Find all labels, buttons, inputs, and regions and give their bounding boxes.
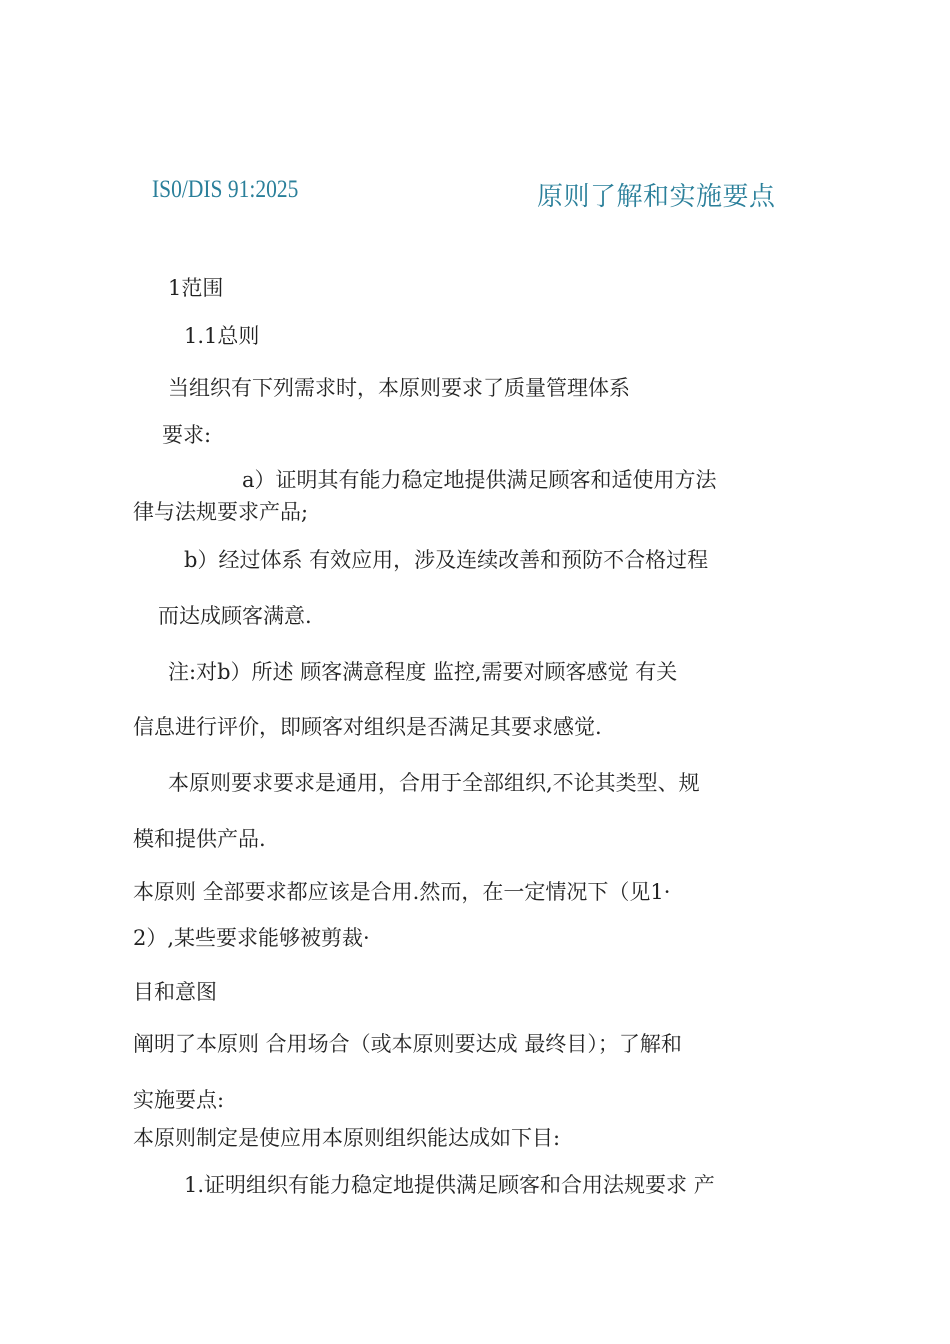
standard-code: IS0/DIS 91:2025 (152, 176, 299, 203)
paragraph-line: 模和提供产品. (133, 827, 266, 851)
section-heading-purpose: 目和意图 (133, 980, 217, 1004)
section-heading-scope: 1范围 (168, 276, 224, 300)
paragraph-line: 当组织有下列需求时，本原则要求了质量管理体系 (168, 376, 630, 400)
document-title: 原则了解和实施要点 (537, 182, 776, 212)
paragraph-line: 实施要点: (133, 1088, 225, 1112)
paragraph-line: 本原则 全部要求都应该是合用.然而，在一定情况下（见1· (133, 880, 671, 904)
list-item-a-cont: 律与法规要求产品; (133, 500, 309, 524)
list-item-1: 1.证明组织有能力稳定地提供满足顾客和合用法规要求 产 (184, 1173, 715, 1197)
paragraph-line: 阐明了本原则 合用场合（或本原则要达成 最终目）；了解和 (133, 1032, 682, 1056)
paragraph-line: 2）,某些要求能够被剪裁· (133, 926, 370, 950)
list-item-b: b）经过体系 有效应用，涉及连续改善和预防不合格过程 (184, 548, 709, 572)
paragraph-line: 本原则要求要求是通用，合用于全部组织,不论其类型、规 (168, 771, 700, 795)
list-item-b-cont: 而达成顾客满意. (158, 604, 312, 628)
paragraph-line: 本原则制定是使应用本原则组织能达成如下目: (133, 1126, 561, 1150)
note-line: 注:对b）所述 顾客满意程度 监控,需要对顾客感觉 有关 (168, 660, 678, 684)
paragraph-line: 要求: (162, 423, 212, 447)
list-item-a: a）证明其有能力稳定地提供满足顾客和适使用方法 (242, 468, 717, 492)
note-line: 信息进行评价，即顾客对组织是否满足其要求感觉. (133, 715, 602, 739)
section-heading-general: 1.1总则 (184, 324, 260, 348)
